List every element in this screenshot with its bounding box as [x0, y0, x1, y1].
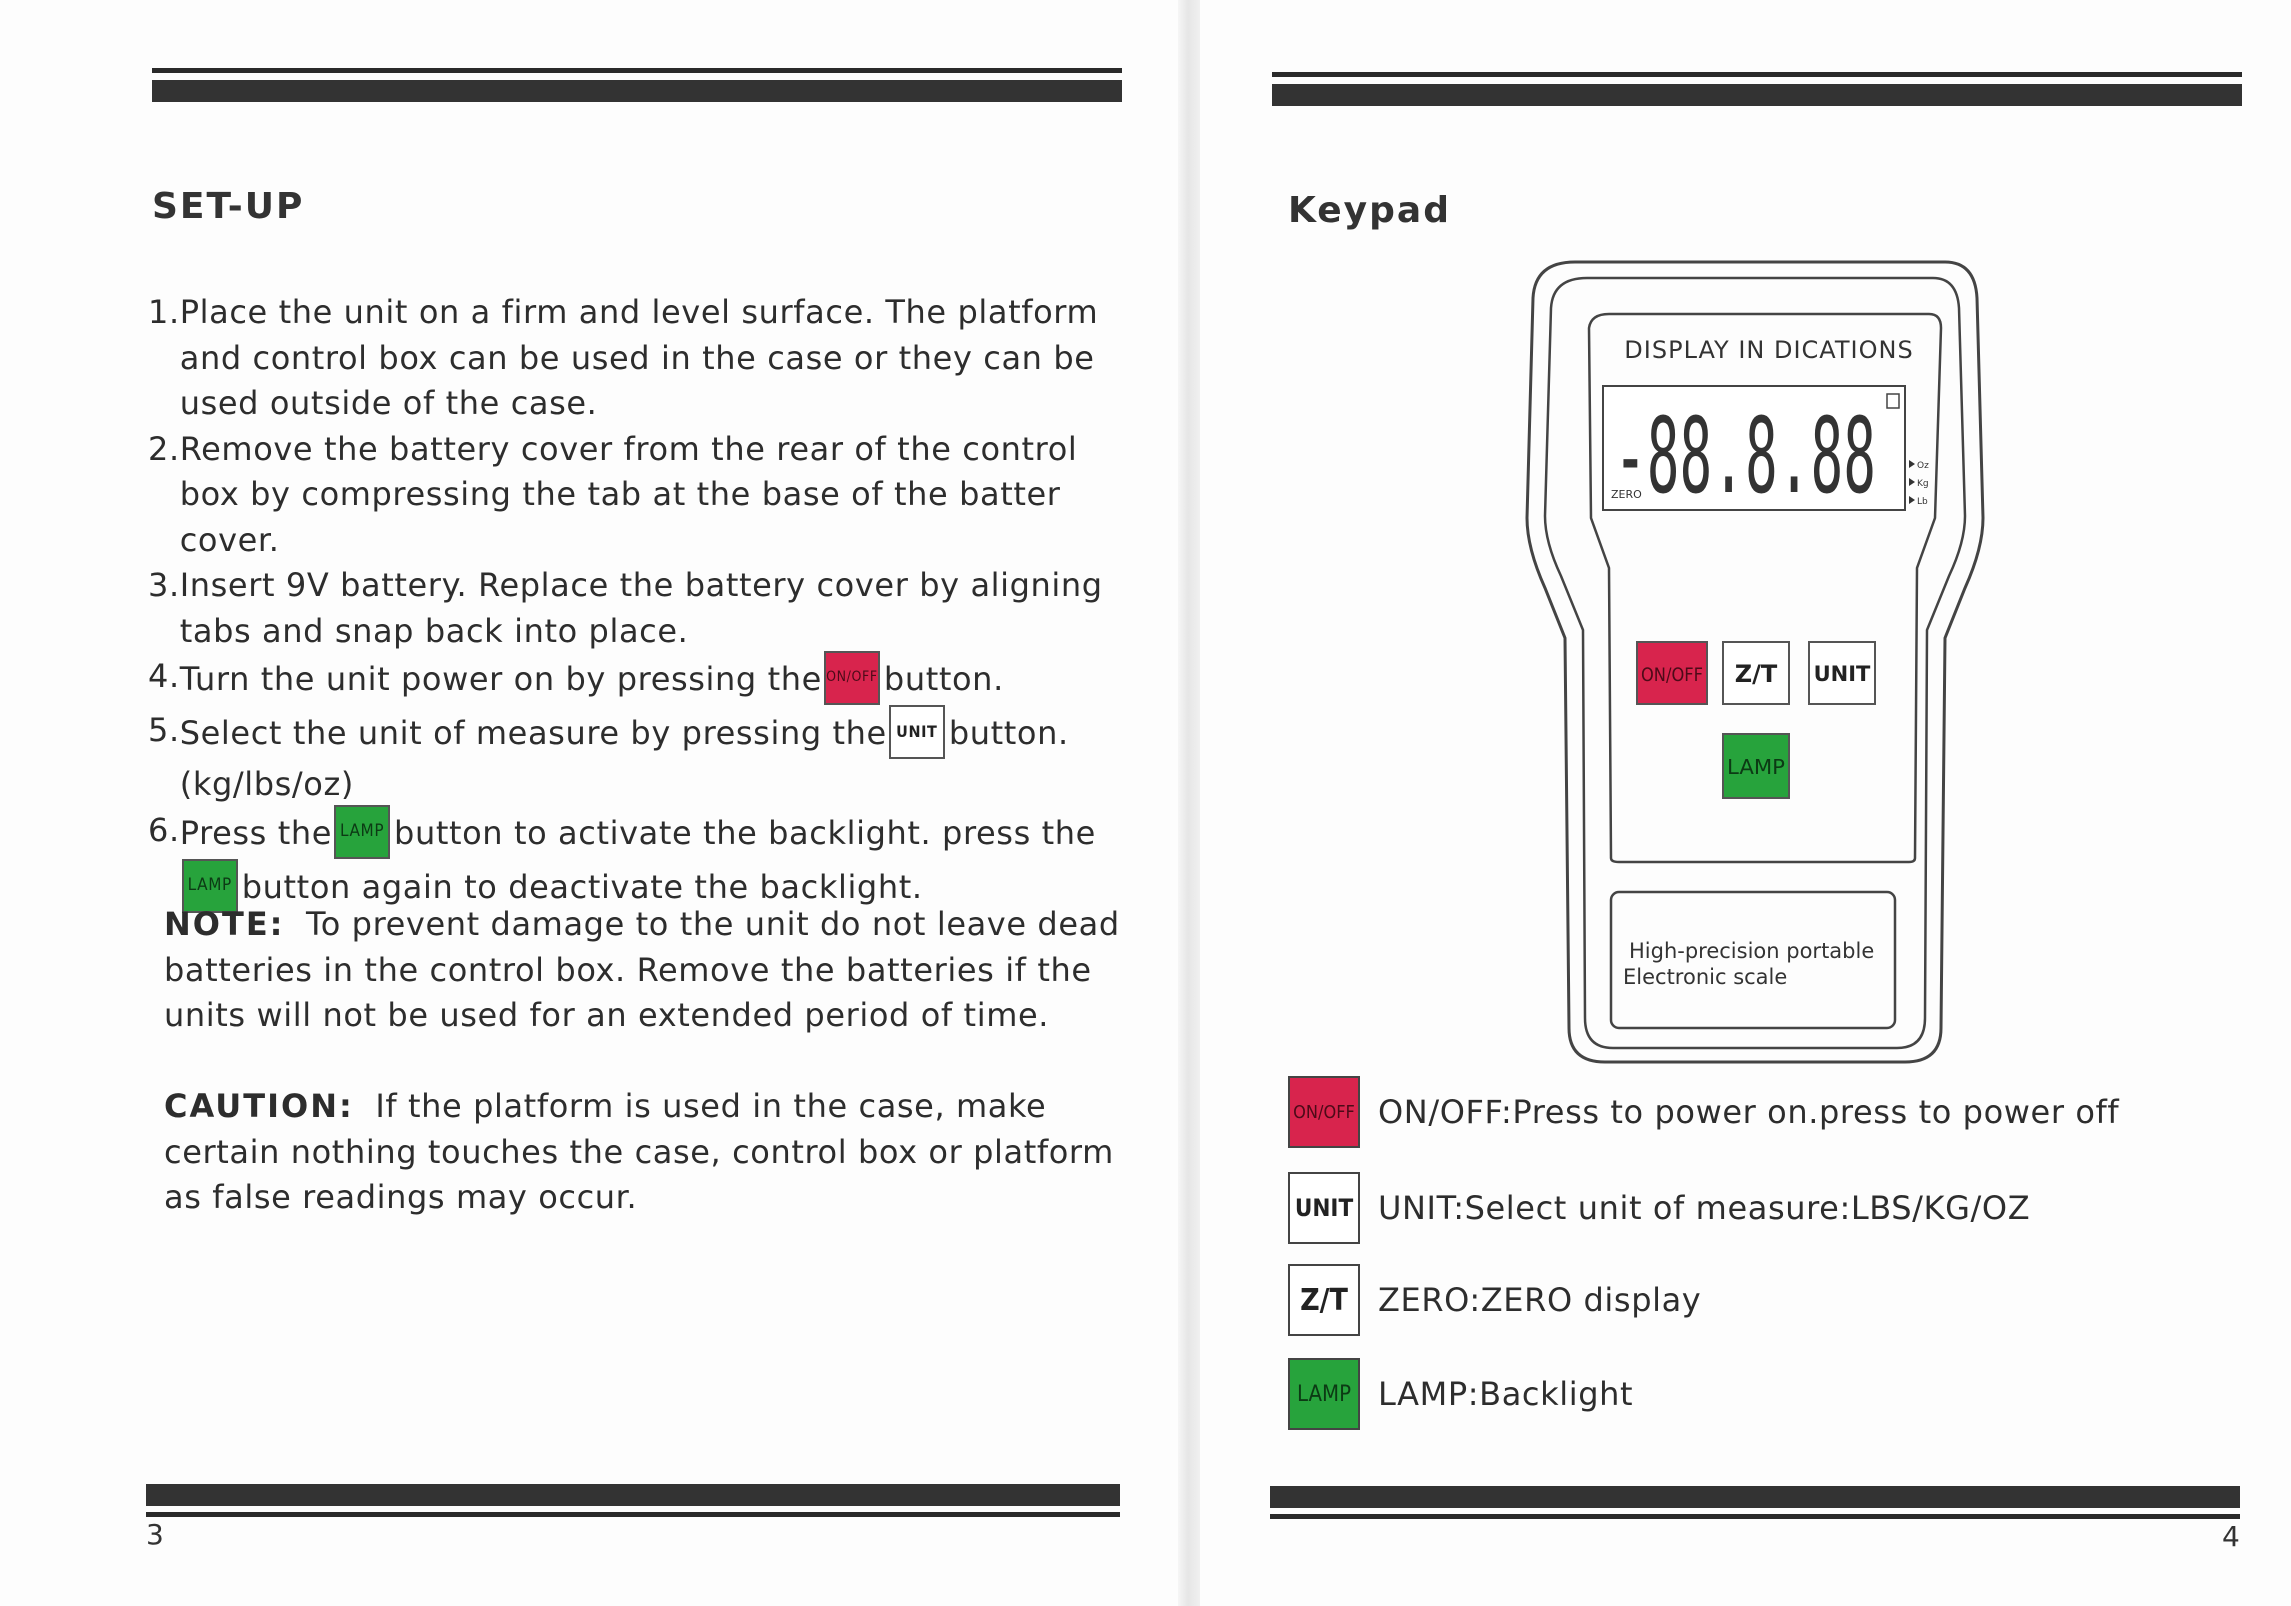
caution-label: CAUTION: [164, 1087, 354, 1125]
step-text: Place the unit on a firm and level surface. The platform and control box can be used in the case or they can be used outside of the case. [179, 293, 1099, 422]
note-label: NOTE: [164, 905, 285, 943]
step-3 [148, 563, 1108, 654]
step-text [180, 654, 1108, 708]
caption-line-2: Electronic scale [1623, 965, 1788, 989]
setup-heading: SET-UP [152, 186, 305, 227]
step-text-after: button again to deactivate the backlight. [241, 867, 923, 906]
bottom-rule-thick-left [146, 1484, 1120, 1506]
note-paragraph [164, 902, 1124, 1039]
legend-row-unit [1288, 1172, 2030, 1244]
page-number-right: 4 [2222, 1520, 2240, 1553]
lamp-button-icon: LAMP [182, 859, 238, 913]
step-text-before: Press the [179, 813, 333, 852]
legend-row-onoff [1288, 1076, 2119, 1148]
step-number: 5. [148, 711, 180, 749]
step-5 [148, 708, 1108, 808]
unit-button-icon: UNIT [889, 705, 945, 759]
lcd-zero-indicator: ZERO [1611, 488, 1642, 501]
step-number: 3. [148, 566, 180, 604]
step-text-after: button. (kg/lbs/oz) [179, 714, 1069, 803]
top-rule-thick-left [152, 80, 1122, 102]
step-text: Remove the battery cover from the rear of the control box by compressing the tab at the base of the batter cover. [179, 429, 1078, 559]
lamp-legend-key: LAMP [1288, 1358, 1360, 1430]
onoff-button-icon: ON/OFF [824, 651, 880, 705]
step-text [180, 708, 1108, 808]
step-text [180, 808, 1108, 916]
page-number-left: 3 [146, 1518, 164, 1551]
step-text-before: Turn the unit power on by pressing the [179, 660, 822, 698]
lamp-button-icon: LAMP [334, 805, 390, 859]
step-number: 2. [148, 429, 180, 468]
step-text-after: button. [883, 660, 1004, 698]
step-6 [148, 808, 1108, 916]
step-text-middle: button to activate the backlight. press the [394, 813, 1096, 852]
bottom-rule-thick-right [1270, 1486, 2240, 1508]
step-number: 1. [148, 293, 180, 331]
step-text: Insert 9V battery. Replace the battery cover by aligning tabs and snap back into place. [179, 566, 1103, 650]
step-text-before: Select the unit of measure by pressing the [179, 714, 887, 752]
caption-line-1: High-precision portable [1629, 939, 1875, 963]
step-number: 4. [148, 657, 180, 695]
onoff-legend-text: ON/OFF:Press to power on.press to power off [1378, 1093, 2120, 1131]
unit-legend-key: UNIT [1288, 1172, 1360, 1244]
bottom-rule-thin-right [1270, 1514, 2240, 1519]
zt-key-label: Z/T [1734, 660, 1778, 688]
onoff-key-label: ON/OFF [1641, 664, 1703, 686]
legend-row-zt [1288, 1264, 1701, 1336]
lamp-legend-text: LAMP:Backlight [1378, 1375, 1634, 1413]
onoff-legend-key: ON/OFF [1288, 1076, 1360, 1148]
unit-lb-label: Lb [1917, 497, 1928, 507]
unit-arrow-icon [1909, 460, 1915, 468]
step-number: 6. [148, 810, 180, 849]
legend-row-lamp [1288, 1358, 1633, 1430]
zt-legend-key: Z/T [1288, 1264, 1360, 1336]
step-2 [148, 427, 1108, 564]
keypad-heading: Keypad [1288, 190, 1451, 231]
scale-device-diagram [1505, 258, 2005, 1068]
top-rule-thick-right [1272, 84, 2242, 106]
unit-kg-label: Kg [1917, 479, 1929, 489]
step-4 [148, 654, 1108, 708]
top-rule-thin-left [152, 68, 1122, 73]
caution-paragraph [164, 1084, 1124, 1221]
top-rule-thin-right [1272, 72, 2242, 77]
unit-oz-label: Oz [1917, 461, 1929, 471]
unit-arrow-icon [1909, 478, 1915, 486]
setup-steps [148, 290, 1108, 916]
unit-key-label: UNIT [1813, 662, 1871, 686]
caution-text: If the platform is used in the case, make certain nothing touches the case, control box or platform as false readings may occur. [164, 1087, 1114, 1216]
display-indications-label: DISPLAY IN DICATIONS [1624, 336, 1914, 364]
unit-arrow-icon [1909, 496, 1915, 504]
step-1 [148, 290, 1108, 427]
lcd-readout: -88.8.88 [1614, 395, 1876, 517]
lamp-key-label: LAMP [1727, 755, 1785, 779]
bottom-rule-thin-left [146, 1512, 1120, 1517]
zt-legend-text: ZERO:ZERO display [1378, 1281, 1702, 1319]
unit-legend-text: UNIT:Select unit of measure:LBS/KG/OZ [1378, 1189, 2031, 1227]
note-text: To prevent damage to the unit do not leave dead batteries in the control box. Remove the batteries if the units will not be used for an extended period of time. [164, 905, 1120, 1034]
